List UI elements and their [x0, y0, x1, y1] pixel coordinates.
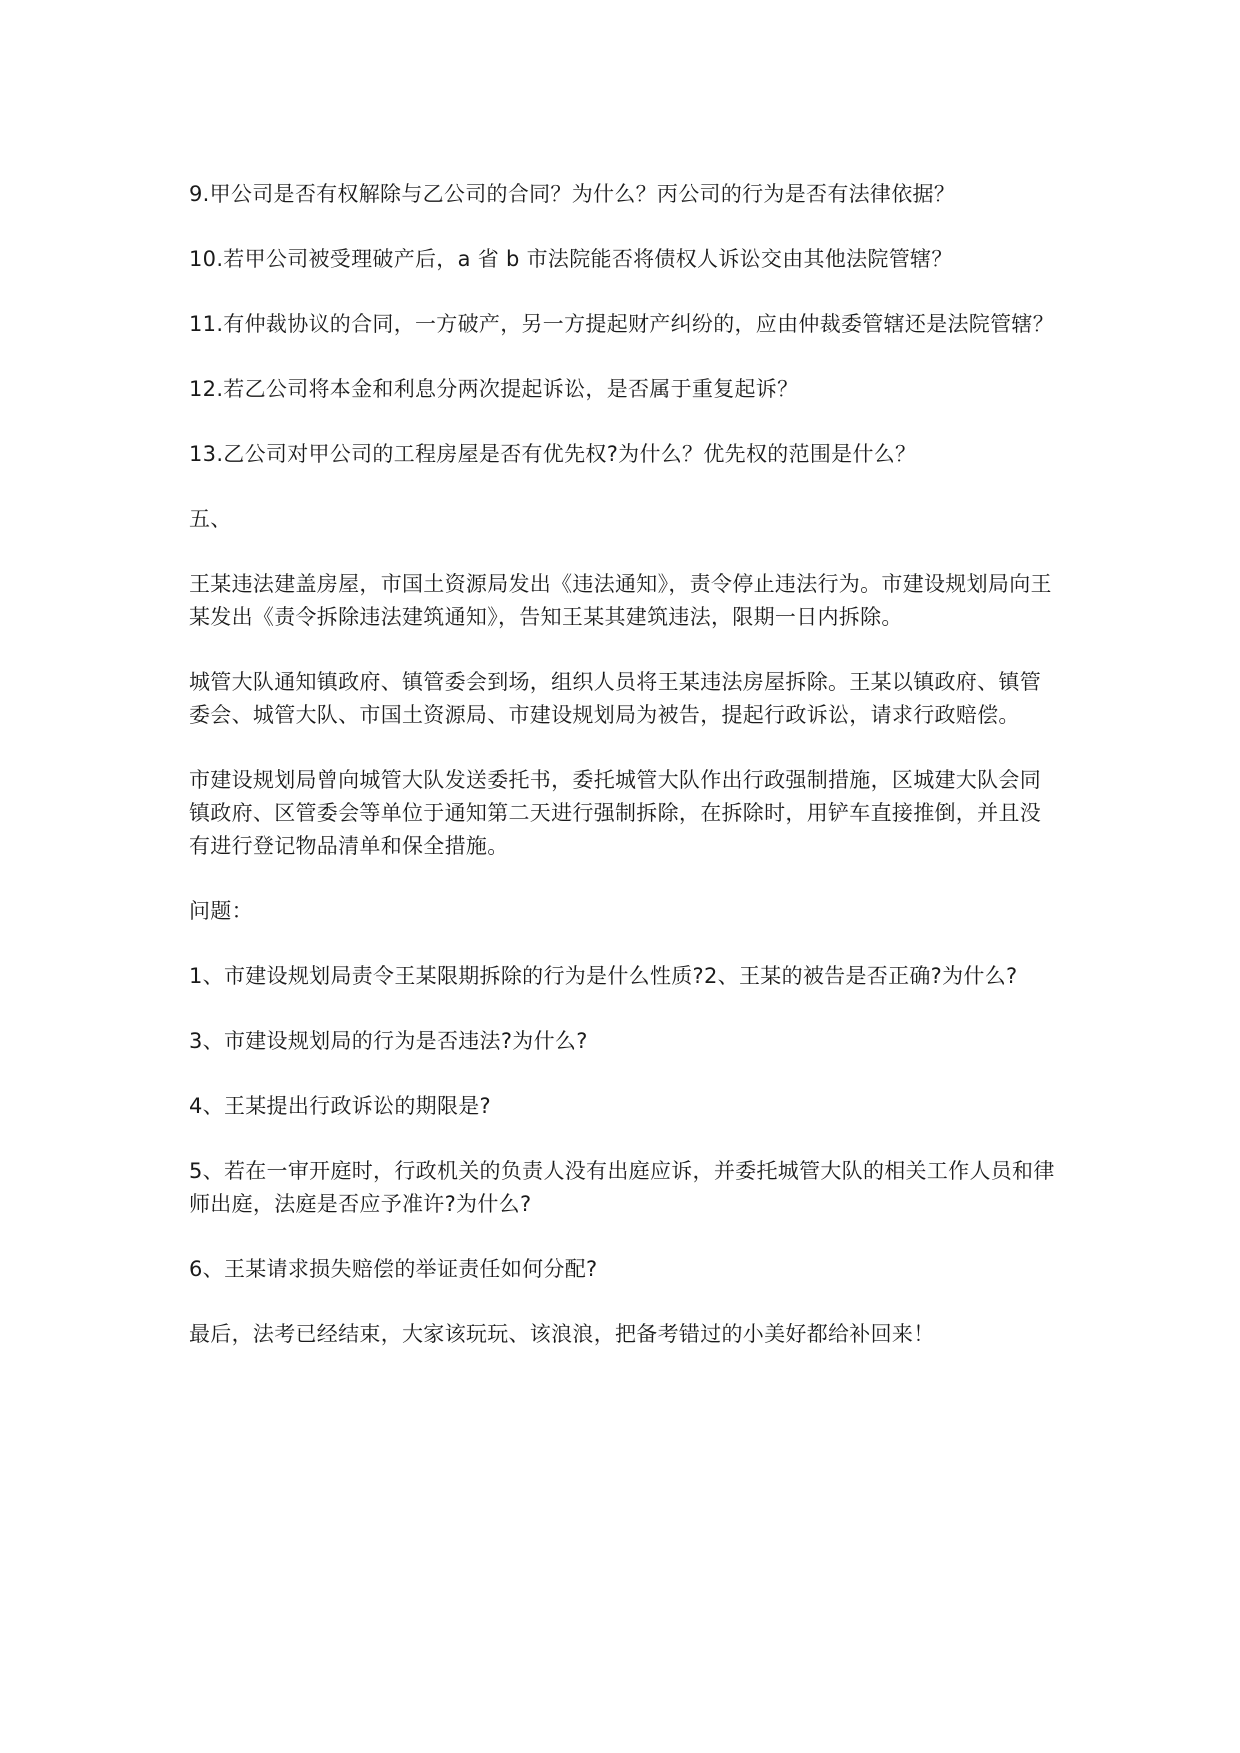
case-paragraph-1: 王某违法建盖房屋，市国土资源局发出《违法通知》，责令停止违法行为。市建设规划局向王某发出《责令拆除违法建筑通知》，告知王某其建筑违法，限期一日内拆除。 [189, 572, 1052, 629]
case-paragraph-2: 城管大队通知镇政府、镇管委会到场，组织人员将王某违法房屋拆除。王某以镇政府、镇管委会、城管大队、市国土资源局、市建设规划局为被告，提起行政诉讼，请求行政赔偿。 [189, 670, 1041, 727]
question-10: 10.若甲公司被受理破产后，a 省 b 市法院能否将债权人诉讼交由其他法院管辖？ [189, 247, 953, 271]
question-13: 13.乙公司对甲公司的工程房屋是否有优先权?为什么？优先权的范围是什么？ [189, 442, 917, 466]
question-b-3: 3、市建设规划局的行为是否违法?为什么? [189, 1029, 588, 1053]
question-12: 12.若乙公司将本金和利息分两次提起诉讼，是否属于重复起诉？ [189, 377, 799, 401]
case-paragraph-3: 市建设规划局曾向城管大队发送委托书，委托城管大队作出行政强制措施，区城建大队会同镇政府、区管委会等单位于通知第二天进行强制拆除，在拆除时，用铲车直接推倒，并且没有进行登记物品清单和保全措施。 [189, 768, 1041, 858]
question-11: 11.有仲裁协议的合同，一方破产，另一方提起财产纠纷的，应由仲裁委管辖还是法院管辖？ [189, 312, 1054, 336]
question-b-5: 5、若在一审开庭时，行政机关的负责人没有出庭应诉，并委托城管大队的相关工作人员和律师出庭，法庭是否应予准许?为什么? [189, 1159, 1055, 1216]
question-9: 9.甲公司是否有权解除与乙公司的合同？为什么？丙公司的行为是否有法律依据？ [189, 182, 956, 206]
question-b-6: 6、王某请求损失赔偿的举证责任如何分配? [189, 1257, 598, 1281]
question-b-4: 4、王某提出行政诉讼的期限是? [189, 1094, 492, 1118]
closing-remark: 最后，法考已经结束，大家该玩玩、该浪浪，把备考错过的小美好都给补回来！ [189, 1322, 935, 1346]
section-heading: 五、 [189, 507, 232, 531]
question-b-1-2: 1、市建设规划局责令王某限期拆除的行为是什么性质?2、王某的被告是否正确?为什么? [189, 964, 1018, 988]
questions-label: 问题： [189, 899, 253, 923]
document-body [189, 178, 1059, 1383]
